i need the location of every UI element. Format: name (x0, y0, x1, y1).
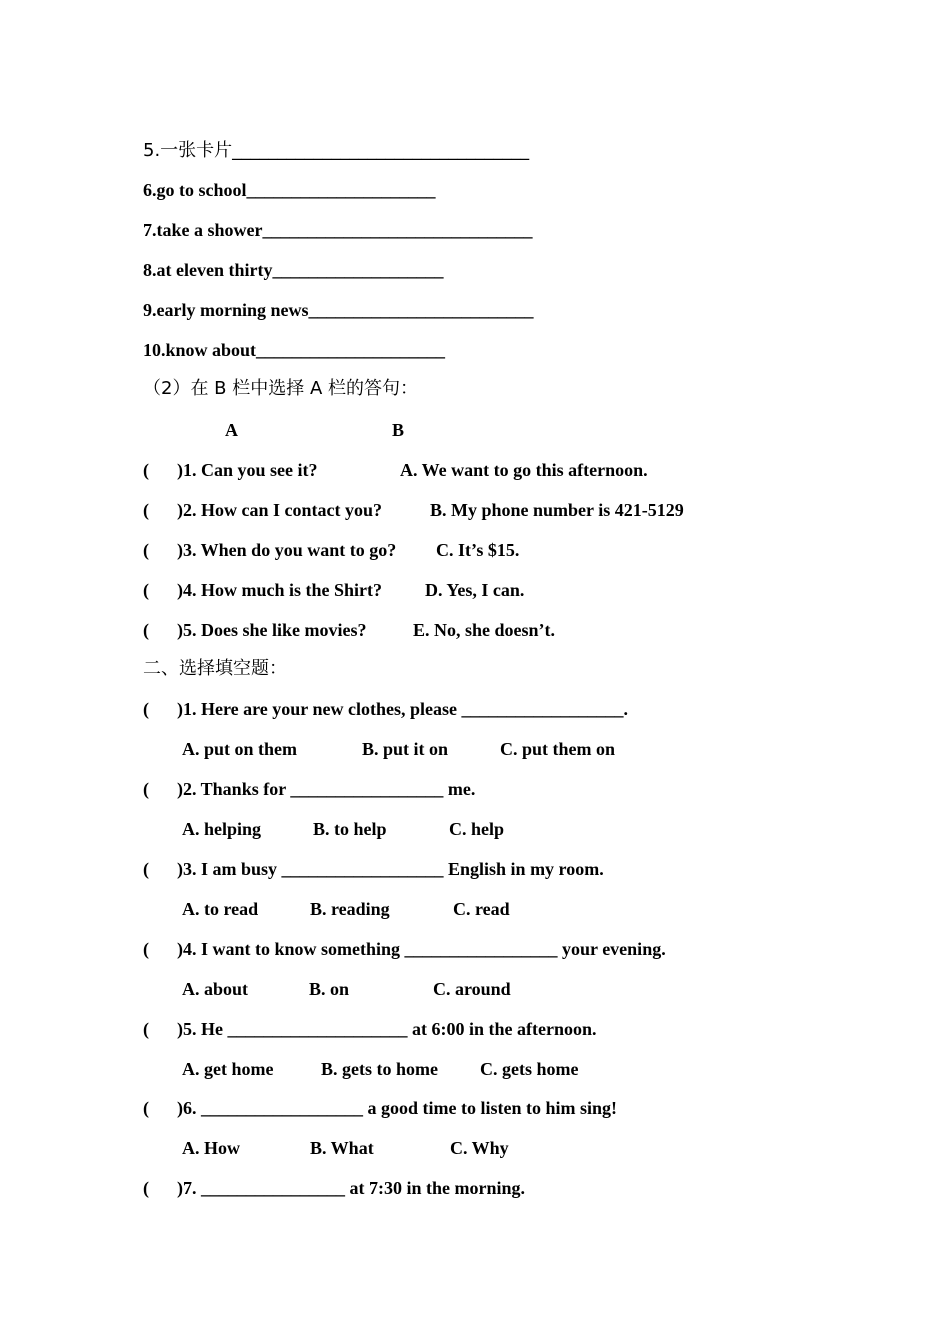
vocab-item-10: 10.know about_____________________ (143, 340, 446, 360)
matching-answer: B. My phone number is 421-5129 (430, 500, 684, 520)
answer-paren: ( (143, 1098, 149, 1118)
vocab-item-8: 8.at eleven thirty___________________ (143, 260, 444, 280)
vocab-item-6: 6.go to school_____________________ (143, 180, 436, 200)
question-stem: )3. I am busy __________________ English in my room. (177, 859, 604, 879)
question-stem: )7. ________________ at 7:30 in the morning. (177, 1178, 525, 1198)
question-stem: )1. Here are your new clothes, please __________________. (177, 699, 628, 719)
option-b: B. gets to home (321, 1059, 438, 1079)
question-stem: )4. I want to know something _________________ your evening. (177, 939, 666, 959)
option-c: C. read (453, 899, 510, 919)
option-c: C. put them on (500, 739, 616, 759)
vocab-item-5: 5.一张卡片_________________________________ (143, 140, 530, 161)
matching-answer: E. No, she doesn’t. (413, 620, 556, 640)
answer-paren: ( (143, 779, 149, 799)
matching-question: )4. How much is the Shirt? (177, 580, 383, 600)
answer-paren: ( (143, 1019, 149, 1039)
option-a: A. get home (182, 1059, 274, 1079)
matching-answer: A. We want to go this afternoon. (400, 460, 648, 480)
option-b: B. on (309, 979, 350, 999)
matching-heading: （2）在 B 栏中选择 A 栏的答句： (143, 378, 418, 399)
answer-paren: ( (143, 460, 149, 480)
answer-paren: ( (143, 699, 149, 719)
option-a: A. How (182, 1138, 240, 1158)
question-stem: )2. Thanks for _________________ me. (177, 779, 476, 799)
answer-paren: ( (143, 540, 149, 560)
vocab-item-7: 7.take a shower______________________________ (143, 220, 533, 240)
matching-question: )3. When do you want to go? (177, 540, 397, 560)
answer-paren: ( (143, 580, 149, 600)
answer-paren: ( (143, 1178, 149, 1198)
question-stem: )5. He ____________________ at 6:00 in the afternoon. (177, 1019, 597, 1039)
section-2-heading: 二、选择填空题： (143, 658, 287, 679)
option-a: A. helping (182, 819, 262, 839)
column-a-header: A (225, 420, 238, 440)
matching-question: )5. Does she like movies? (177, 620, 367, 640)
option-c: C. help (449, 819, 505, 839)
option-a: A. to read (182, 899, 259, 919)
option-b: B. What (310, 1138, 374, 1158)
option-b: B. to help (313, 819, 387, 839)
question-stem: )6. __________________ a good time to listen to him sing! (177, 1098, 617, 1118)
column-b-header: B (392, 420, 405, 440)
answer-paren: ( (143, 939, 149, 959)
option-a: A. about (182, 979, 249, 999)
option-b: B. put it on (362, 739, 449, 759)
matching-question: )2. How can I contact you? (177, 500, 382, 520)
matching-answer: C. It’s $15. (436, 540, 520, 560)
option-b: B. reading (310, 899, 390, 919)
option-c: C. gets home (480, 1059, 579, 1079)
vocab-item-9: 9.early morning news_________________________ (143, 300, 534, 320)
option-a: A. put on them (182, 739, 298, 759)
option-c: C. Why (450, 1138, 509, 1158)
matching-answer: D. Yes, I can. (425, 580, 525, 600)
answer-paren: ( (143, 859, 149, 879)
matching-question: )1. Can you see it? (177, 460, 318, 480)
answer-paren: ( (143, 620, 149, 640)
answer-paren: ( (143, 500, 149, 520)
option-c: C. around (433, 979, 511, 999)
